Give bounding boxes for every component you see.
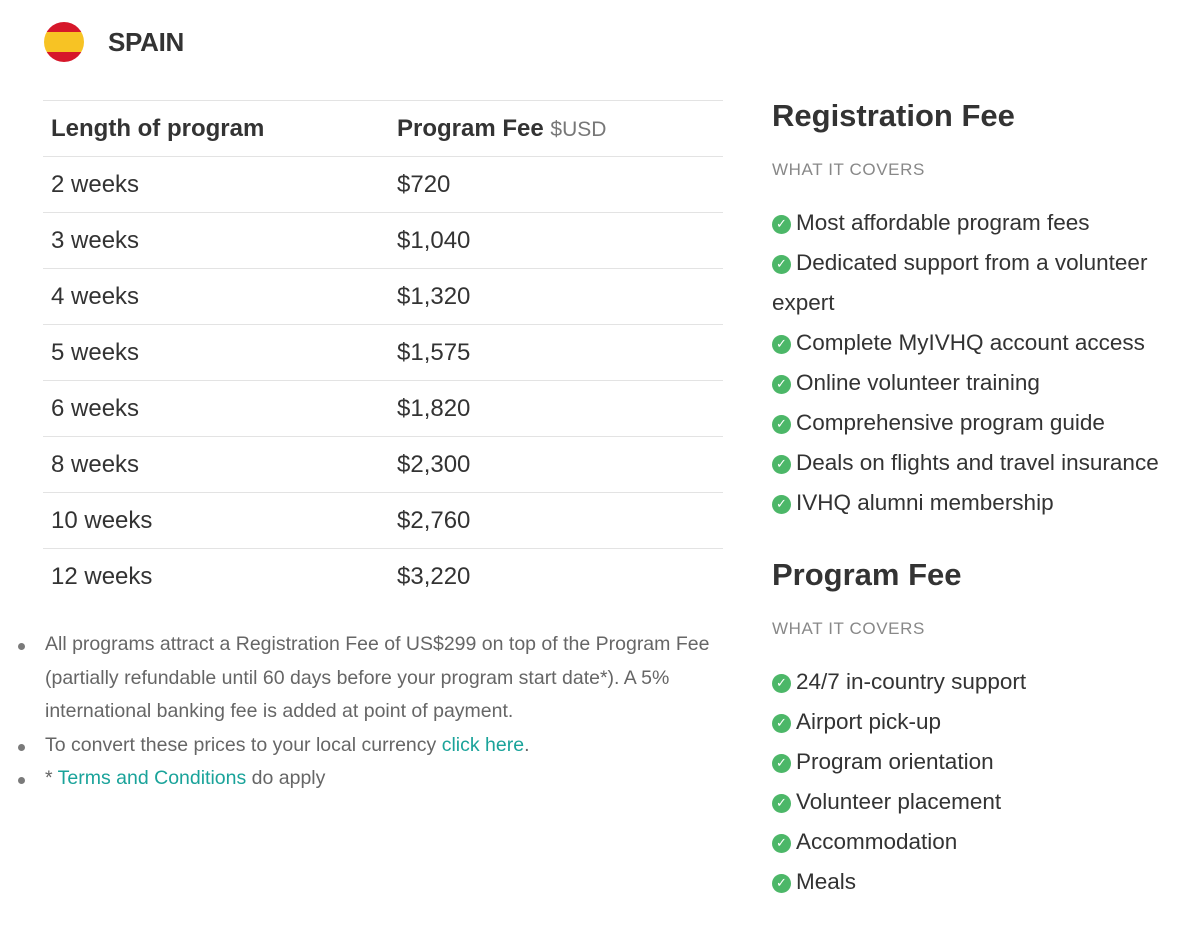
- program-covers-item-label: Program orientation: [796, 749, 994, 774]
- program-covers-item-label: Volunteer placement: [796, 789, 1002, 814]
- table-row: [43, 437, 723, 493]
- registration-covers-item-label: Comprehensive program guide: [796, 410, 1105, 435]
- length-column-header: Length of program: [43, 101, 389, 157]
- program-covers-item: [772, 662, 1192, 702]
- fee-notes: [16, 628, 736, 796]
- check-circle-icon: ✓: [772, 215, 791, 234]
- table-header-row: [43, 101, 723, 157]
- program-covers-item: [772, 862, 1192, 902]
- program-length-cell: 12 weeks: [43, 549, 389, 605]
- check-circle-icon: ✓: [772, 874, 791, 893]
- program-fee-cell: $3,220: [389, 549, 723, 605]
- note-currency-end: .: [524, 733, 530, 756]
- spain-flag-icon: [44, 22, 84, 62]
- program-covers-item: [772, 702, 1192, 742]
- program-covers-item: [772, 822, 1192, 862]
- terms-and-conditions-link[interactable]: Terms and Conditions: [57, 767, 247, 789]
- note-terms-prefix: *: [45, 767, 58, 789]
- program-covers-item: [772, 782, 1192, 822]
- country-title: SPAIN: [108, 26, 185, 57]
- program-covers-item-label: Meals: [796, 869, 857, 894]
- check-circle-icon: ✓: [772, 375, 791, 394]
- program-length-cell: 8 weeks: [43, 437, 389, 493]
- registration-covers-item: [772, 443, 1192, 483]
- note-currency: [16, 729, 736, 763]
- check-circle-icon: ✓: [772, 255, 791, 274]
- program-fee-cell: $720: [389, 157, 723, 213]
- program-fee-cell: $2,760: [389, 493, 723, 549]
- check-circle-icon: ✓: [772, 335, 791, 354]
- registration-covers-item: [772, 403, 1192, 443]
- page-header: [44, 22, 184, 62]
- registration-covers-item-label: Deals on flights and travel insurance: [796, 450, 1159, 475]
- note-terms: [16, 762, 736, 796]
- fee-column-label: Program Fee: [397, 114, 544, 142]
- note-terms-suffix: do apply: [246, 767, 326, 789]
- note-registration-fee: All programs attract a Registration Fee of US$299 on top of the Program Fee (partially refundable until 60 days before your program start date*). A 5% international banking fee is added at point of payment.: [16, 628, 736, 729]
- registration-covers-item-label: Complete MyIVHQ account access: [796, 330, 1145, 355]
- program-covers-item-label: Airport pick-up: [796, 709, 942, 734]
- table-row: [43, 157, 723, 213]
- program-covers-item-label: Accommodation: [796, 829, 958, 854]
- check-circle-icon: ✓: [772, 495, 791, 514]
- table-row: [43, 269, 723, 325]
- registration-covers-item-label: IVHQ alumni membership: [796, 490, 1054, 515]
- click-here-link[interactable]: click here: [441, 733, 525, 756]
- check-circle-icon: ✓: [772, 754, 791, 773]
- registration-covers-item: [772, 323, 1192, 363]
- currency-unit: $USD: [550, 117, 607, 141]
- fee-column-header: [389, 101, 723, 157]
- program-length-cell: 2 weeks: [43, 157, 389, 213]
- program-fee-cell: $1,820: [389, 381, 723, 437]
- table-row: [43, 213, 723, 269]
- check-circle-icon: ✓: [772, 455, 791, 474]
- check-circle-icon: ✓: [772, 834, 791, 853]
- program-length-cell: 5 weeks: [43, 325, 389, 381]
- registration-covers-item: [772, 243, 1192, 323]
- registration-covers-item-label: Dedicated support from a volunteer expert: [772, 250, 1148, 315]
- program-fee-cell: $1,575: [389, 325, 723, 381]
- check-circle-icon: ✓: [772, 674, 791, 693]
- registration-fee-section: [772, 96, 1192, 523]
- program-covers-item: [772, 742, 1192, 782]
- program-fee-cell: $1,320: [389, 269, 723, 325]
- program-fee-table: [43, 100, 723, 604]
- fee-coverage-panel: [772, 96, 1192, 902]
- program-covers-item-label: 24/7 in-country support: [796, 669, 1027, 694]
- program-fee-section: [772, 555, 1192, 902]
- program-length-cell: 6 weeks: [43, 381, 389, 437]
- registration-covers-subtitle: WHAT IT COVERS: [772, 160, 925, 179]
- note-currency-text: To convert these prices to your local currency: [45, 733, 442, 756]
- table-row: [43, 325, 723, 381]
- program-fee-cell: $1,040: [389, 213, 723, 269]
- program-length-cell: 10 weeks: [43, 493, 389, 549]
- check-circle-icon: ✓: [772, 794, 791, 813]
- program-covers-list: [772, 662, 1192, 902]
- registration-covers-item: [772, 363, 1192, 403]
- program-length-cell: 4 weeks: [43, 269, 389, 325]
- registration-covers-item: [772, 483, 1192, 523]
- registration-covers-item-label: Most affordable program fees: [796, 210, 1090, 235]
- table-row: [43, 493, 723, 549]
- program-fee-title: Program Fee: [772, 557, 962, 592]
- check-circle-icon: ✓: [772, 714, 791, 733]
- registration-covers-list: [772, 203, 1192, 523]
- registration-fee-title: Registration Fee: [772, 98, 1015, 133]
- program-length-cell: 3 weeks: [43, 213, 389, 269]
- table-row: [43, 549, 723, 605]
- program-covers-subtitle: WHAT IT COVERS: [772, 619, 925, 638]
- registration-covers-item: [772, 203, 1192, 243]
- program-fee-cell: $2,300: [389, 437, 723, 493]
- table-row: [43, 381, 723, 437]
- check-circle-icon: ✓: [772, 415, 791, 434]
- registration-covers-item-label: Online volunteer training: [796, 370, 1040, 395]
